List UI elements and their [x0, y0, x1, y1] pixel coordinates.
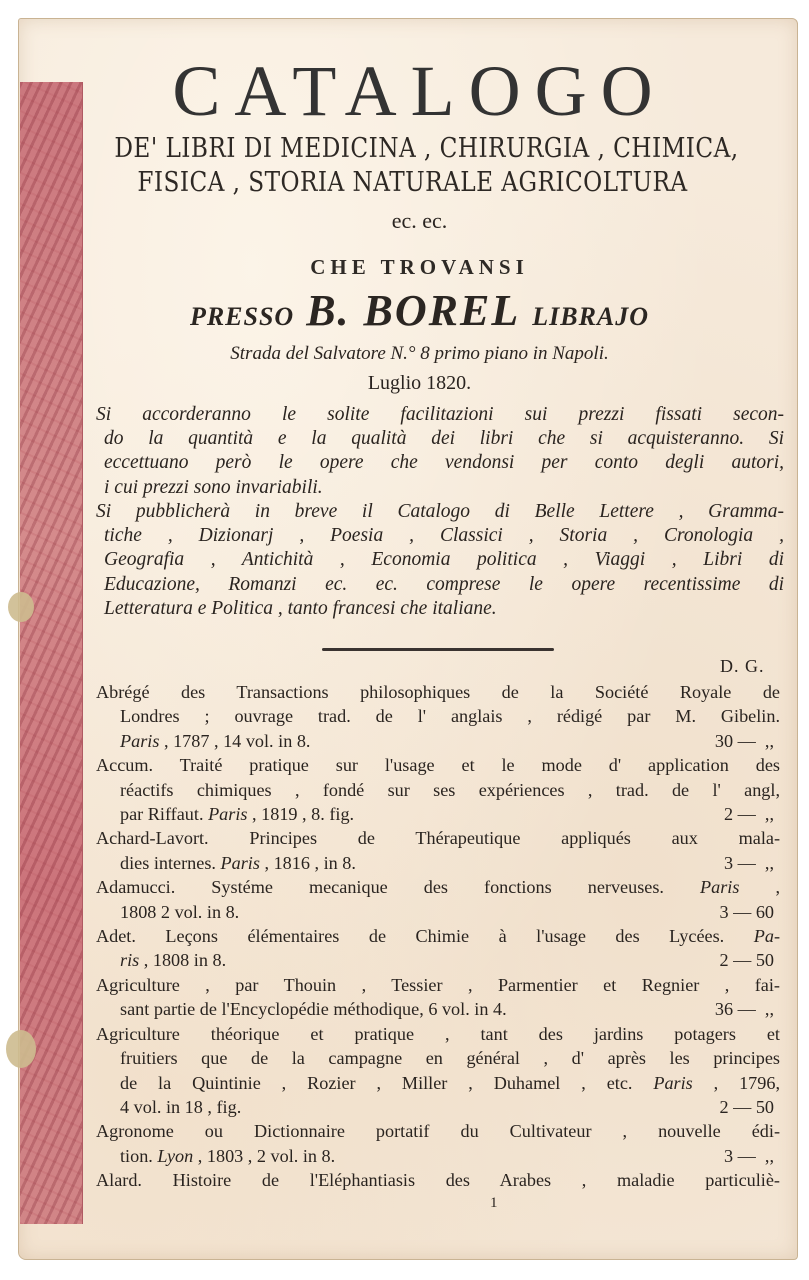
che-trovansi: CHE TROVANSI — [310, 255, 529, 279]
notice-line: Si accorderanno le solite facilitazioni sui prezzi fissati secon- — [96, 404, 784, 425]
page-number: 1 — [490, 1195, 498, 1211]
catalog-entry — [96, 1022, 780, 1120]
entry-price: 2 — 50 — [719, 1096, 774, 1117]
publication-date: Luglio 1820. — [367, 372, 472, 394]
etc-line: ec. ec. — [391, 208, 448, 233]
entry-details: , 1816 , in 8. — [259, 852, 356, 873]
entry-place: Paris — [120, 730, 160, 751]
entry-place: Paris — [700, 877, 740, 898]
catalog-entry — [96, 680, 780, 753]
entry-details: , 1787 , 14 vol. in 8. — [159, 730, 311, 751]
entry-details: , 1819 , 8. fig. — [247, 804, 355, 825]
entry-details: sant partie de l'Encyclopédie méthodique, 6 vol. in 4. — [120, 999, 507, 1020]
catalog-entry — [96, 973, 780, 1022]
entry-imprint — [96, 1144, 780, 1168]
entry-line: Londres ; ouvrage trad. de l' anglais , rédigé par M. Gibelin. — [120, 706, 780, 727]
entry-line: Abrégé des Transactions philosophiques de la Société Royale de — [96, 682, 780, 702]
bookseller-line — [0, 285, 809, 336]
entry-details: , 1803 , 2 vol. in 8. — [193, 1145, 336, 1166]
entry-line: réactifs chimiques , fondé sur ses expériences , trad. de l' angl, — [120, 779, 780, 800]
entry-imprint — [96, 802, 780, 826]
notice-line: Educazione, Romanzi ec. ec. comprese le opere recentissime di — [104, 573, 784, 595]
entry-text: tion. — [120, 1145, 158, 1166]
entry-line: Achard-Lavort. Principes de Thérapeutique appliqués aux mala- — [96, 828, 780, 849]
entry-place: ris — [120, 950, 140, 971]
entry-text: Adet. Leçons élémentaires de Chimie à l'usage des Lycées. — [96, 926, 754, 947]
entry-line: Agriculture , par Thouin , Tessier , Parmentier et Regnier , fai- — [96, 974, 780, 995]
entry-line: Agriculture théorique et pratique , tant des jardins potagers et — [96, 1023, 780, 1044]
entry-line: Agronome ou Dictionnaire portatif du Cultivateur , nouvelle édi- — [96, 1121, 780, 1142]
presso-label: PRESSO — [189, 302, 295, 331]
entry-imprint — [96, 948, 780, 972]
entry-details: 1808 2 vol. in 8. — [120, 901, 240, 922]
entry-imprint — [96, 997, 780, 1021]
entry-price: 3 — 60 — [719, 901, 774, 922]
entry-line: Alard. Histoire de l'Eléphantiasis des Arabes , maladie particuliè- — [96, 1170, 780, 1191]
entry-place: Lyon — [157, 1145, 194, 1166]
entry-place: Paris — [220, 852, 260, 873]
entry-line — [96, 875, 780, 899]
entry-price: 30 — ,, — [714, 730, 774, 751]
entry-price: 2 — 50 — [719, 950, 774, 971]
subtitle-line-1: DE' LIBRI DI MEDICINA , CHIRURGIA , CHIMICA, — [114, 133, 739, 164]
entry-place: Paris — [653, 1072, 693, 1093]
notice-line: do la quantità e la qualità dei libri che si acquisteranno. Si — [104, 428, 784, 450]
entry-price: 3 — ,, — [723, 852, 774, 873]
notice-line: eccettuano però le opere che vendonsi per conto degli autori, — [104, 452, 784, 474]
catalog-entry — [96, 875, 780, 924]
entry-line: Accum. Traité pratique sur l'usage et le mode d' application des — [96, 755, 780, 776]
entry-price: 36 — ,, — [714, 999, 774, 1020]
entry-imprint — [96, 729, 780, 753]
librajo-label: LIBRAJO — [532, 302, 650, 331]
notice-line: Si pubblicherà in breve il Catalogo di Belle Lettere , Gramma- — [96, 501, 784, 522]
entry-details: , 1808 in 8. — [139, 950, 227, 971]
subtitle-line-2: FISICA , STORIA NATURALE AGRICOLTURA — [137, 167, 688, 198]
entry-details: 4 vol. in 18 , fig. — [120, 1096, 242, 1117]
entry-imprint — [96, 1095, 780, 1119]
entry-place: Paris — [208, 804, 248, 825]
catalog-entry — [96, 1168, 780, 1192]
catalog-entries — [96, 680, 780, 1193]
entry-place: Pa- — [753, 926, 780, 947]
catalog-entry — [96, 1119, 780, 1168]
notice-forthcoming — [96, 500, 784, 621]
entry-imprint — [96, 851, 780, 875]
notice-line: i cui prezzi sono invariabili. — [104, 476, 323, 498]
divider-rule — [322, 648, 554, 651]
notice-pricing — [96, 403, 784, 500]
catalog-title: CATALOGO — [172, 51, 667, 131]
entry-text: de la Quintinie , Rozier , Miller , Duhamel , etc. — [120, 1072, 654, 1093]
notice-line: Geografia , Antichità , Economia politica , Viaggi , Libri di — [104, 549, 784, 571]
entry-text: , — [739, 877, 780, 898]
entry-text: , 1796, — [692, 1072, 780, 1093]
notice-line: tiche , Dizionarj , Poesia , Classici , Storia , Cronologia , — [104, 525, 784, 547]
bookseller-name: B. BOREL — [306, 286, 521, 335]
entry-translator: par Riffaut. — [120, 804, 209, 825]
entry-price: 3 — ,, — [723, 1145, 774, 1166]
notice-line: Letteratura e Politica , tanto francesi che italiane. — [104, 597, 497, 619]
currency-header: D. G. — [720, 656, 765, 676]
entry-line — [96, 1071, 780, 1095]
catalog-entry — [96, 753, 780, 826]
entry-price: 2 — ,, — [723, 804, 774, 825]
entry-imprint — [96, 900, 780, 924]
entry-text: dies internes. — [120, 852, 221, 873]
entry-text: Adamucci. Systéme mecanique des fonctions nerveuses. — [96, 877, 700, 898]
catalog-entry — [96, 826, 780, 875]
entry-line — [96, 924, 780, 948]
entry-line: fruitiers que de la campagne en général , d' après les principes — [120, 1048, 780, 1069]
catalog-entry — [96, 924, 780, 973]
address: Strada del Salvatore N.° 8 primo piano in Napoli. — [230, 343, 609, 364]
